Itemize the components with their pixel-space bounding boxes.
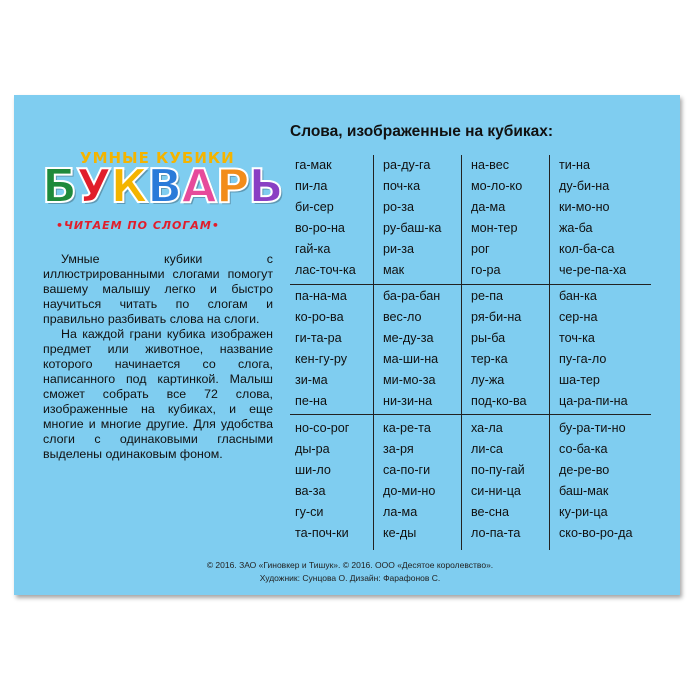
description-paragraph: Умные кубики с иллюстрированными слогами помогут вашему малышу легко и быстро научиться читать по слогам и правильно разбивать слова на слоги. — [43, 252, 273, 326]
word-item: гай-ка — [295, 242, 331, 256]
grid-divider — [290, 414, 651, 415]
word-item: ко-ро-ва — [295, 310, 344, 324]
word-item: си-ни-ца — [471, 484, 521, 498]
word-item: бу-ра-ти-но — [559, 421, 626, 435]
word-item: ва-за — [295, 484, 326, 498]
word-item: мон-тер — [471, 221, 518, 235]
word-item: кен-гу-ру — [295, 352, 348, 366]
word-item: на-вес — [471, 158, 510, 172]
word-item: га-мак — [295, 158, 332, 172]
copyright-line: © 2016. ЗАО «Гиновкер и Тишук». © 2016. ООО «Десятое королевство». — [206, 560, 494, 570]
word-item: пи-ла — [295, 179, 328, 193]
word-item: ка-ре-та — [383, 421, 431, 435]
word-item: гу-си — [295, 505, 324, 519]
word-item: ме-ду-за — [383, 331, 434, 345]
word-item: ско-во-ро-да — [559, 526, 633, 540]
word-item: ды-ра — [295, 442, 330, 456]
word-item: ра-ду-га — [383, 158, 431, 172]
word-item: сер-на — [559, 310, 598, 324]
word-item: лу-жа — [471, 373, 505, 387]
word-item: ти-на — [559, 158, 590, 172]
logo-main-title — [42, 159, 283, 213]
word-item: пе-на — [295, 394, 327, 408]
word-item: за-ря — [383, 442, 414, 456]
word-item: ке-ды — [383, 526, 417, 540]
word-group — [559, 286, 649, 412]
word-item: ма-ши-на — [383, 352, 439, 366]
word-item: мак — [383, 263, 405, 277]
word-item: ры-ба — [471, 331, 506, 345]
word-item: лас-точ-ка — [295, 263, 356, 277]
word-item: ло-па-та — [471, 526, 521, 540]
word-group — [383, 286, 473, 412]
description-text — [43, 252, 273, 462]
word-item: ру-баш-ка — [383, 221, 442, 235]
word-group — [471, 155, 561, 281]
word-group — [383, 418, 473, 544]
logo-letter: В — [147, 159, 182, 213]
word-item: мо-ло-ко — [471, 179, 523, 193]
word-item: по-пу-гай — [471, 463, 525, 477]
word-item: жа-ба — [559, 221, 593, 235]
word-group — [559, 155, 649, 281]
word-item: ха-ла — [471, 421, 503, 435]
logo-subtitle: •ЧИТАЕМ ПО СЛОГАМ• — [56, 219, 220, 232]
word-item: ря-би-на — [471, 310, 522, 324]
word-group — [471, 286, 561, 412]
word-item: да-ма — [471, 200, 506, 214]
word-item: со-ба-ка — [559, 442, 608, 456]
word-group — [559, 418, 649, 544]
word-item: ве-сна — [471, 505, 510, 519]
word-item: ги-та-ра — [295, 331, 342, 345]
bukvar-logo — [40, 145, 285, 245]
word-item: ми-мо-за — [383, 373, 436, 387]
word-group — [295, 286, 385, 412]
logo-letter: Р — [215, 159, 249, 213]
word-item: са-по-ги — [383, 463, 431, 477]
word-item: го-ра — [471, 263, 501, 277]
logo-letter: К — [110, 159, 148, 213]
word-item: па-на-ма — [295, 289, 347, 303]
word-item: би-сер — [295, 200, 334, 214]
word-item: поч-ка — [383, 179, 421, 193]
word-item: че-ре-па-ха — [559, 263, 627, 277]
word-item: тер-ка — [471, 352, 508, 366]
word-item: ку-ри-ца — [559, 505, 608, 519]
word-item: ре-па — [471, 289, 504, 303]
word-item: пу-га-ло — [559, 352, 607, 366]
word-item: во-ро-на — [295, 221, 345, 235]
word-item: до-ми-но — [383, 484, 436, 498]
grid-divider — [290, 284, 651, 285]
word-item: та-поч-ки — [295, 526, 349, 540]
word-item: ро-за — [383, 200, 414, 214]
logo-letter: А — [181, 159, 216, 213]
logo-top-text: УМНЫЕ КУБИКИ — [80, 149, 235, 167]
word-item: зи-ма — [295, 373, 328, 387]
word-item: вес-ло — [383, 310, 422, 324]
word-item: баш-мак — [559, 484, 609, 498]
word-item: но-со-рог — [295, 421, 350, 435]
word-item: ри-за — [383, 242, 415, 256]
word-item: кол-ба-са — [559, 242, 615, 256]
word-item: ца-ра-пи-на — [559, 394, 628, 408]
word-item: ши-ло — [295, 463, 331, 477]
word-item: ба-ра-бан — [383, 289, 441, 303]
words-heading: Слова, изображенные на кубиках: — [290, 123, 554, 140]
word-item: ду-би-на — [559, 179, 610, 193]
word-group — [383, 155, 473, 281]
word-item: рог — [471, 242, 490, 256]
word-item: бан-ка — [559, 289, 597, 303]
word-item: ки-мо-но — [559, 200, 610, 214]
word-group — [471, 418, 561, 544]
word-item: ла-ма — [383, 505, 418, 519]
word-item: де-ре-во — [559, 463, 610, 477]
logo-letter: Б — [42, 159, 77, 213]
word-item: ни-зи-на — [383, 394, 433, 408]
word-item: точ-ка — [559, 331, 595, 345]
logo-letter: У — [76, 159, 111, 213]
word-item: под-ко-ва — [471, 394, 527, 408]
word-item: ша-тер — [559, 373, 600, 387]
word-group — [295, 418, 385, 544]
word-group — [295, 155, 385, 281]
word-item: ли-са — [471, 442, 503, 456]
logo-letter: Ь — [248, 159, 283, 213]
credits-line: Художник: Сунцова О. Дизайн: Фарафонов С. — [259, 573, 441, 583]
description-paragraph: На каждой грани кубика изображен предмет или животное, название которого начинается со слога, написанного под картинкой. Малыш сможет собрать все 72 слова, изображенные на кубиках, и еще многие и многие другие. Для удобства слоги с одинаковыми гласными выделены одинаковым фоном. — [43, 327, 273, 461]
